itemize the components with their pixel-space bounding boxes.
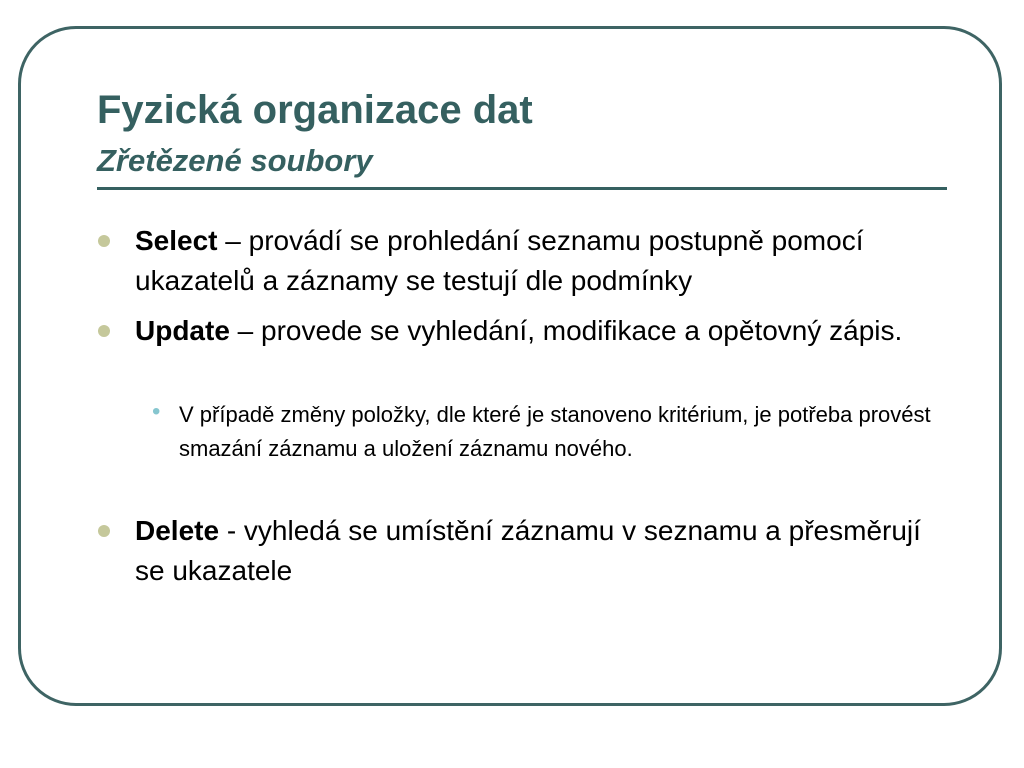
bullet-dot-icon: [98, 325, 110, 337]
bullet-delete: [135, 511, 955, 591]
sub-bullet-text: V případě změny položky, dle které je stanoveno kritérium, je potřeba provést smazání záznamu a uložení záznamu nového.: [179, 402, 931, 461]
bullet-keyword: Update: [135, 315, 230, 346]
bullet-text: – provádí se prohledání seznamu postupně pomocí ukazatelů a záznamy se testují dle podmínky: [135, 225, 864, 296]
slide-subtitle: Zřetězené soubory: [97, 143, 373, 178]
bullet-dot-icon: [98, 235, 110, 247]
sub-bullet-update: [152, 398, 949, 466]
bullet-text: – provede se vyhledání, modifikace a opětovný zápis.: [229, 315, 903, 346]
bullet-update: [135, 311, 955, 351]
slide-title: Fyzická organizace dat: [97, 88, 533, 132]
sub-bullet-dot-icon: •: [152, 398, 161, 425]
bullet-keyword: Select: [135, 225, 218, 256]
bullet-keyword: Delete: [135, 515, 220, 546]
bullet-text: - vyhledá se umístění záznamu v seznamu a přesměrují se ukazatele: [135, 515, 921, 586]
bullet-select: [135, 221, 955, 301]
bullet-dot-icon: [98, 525, 110, 537]
